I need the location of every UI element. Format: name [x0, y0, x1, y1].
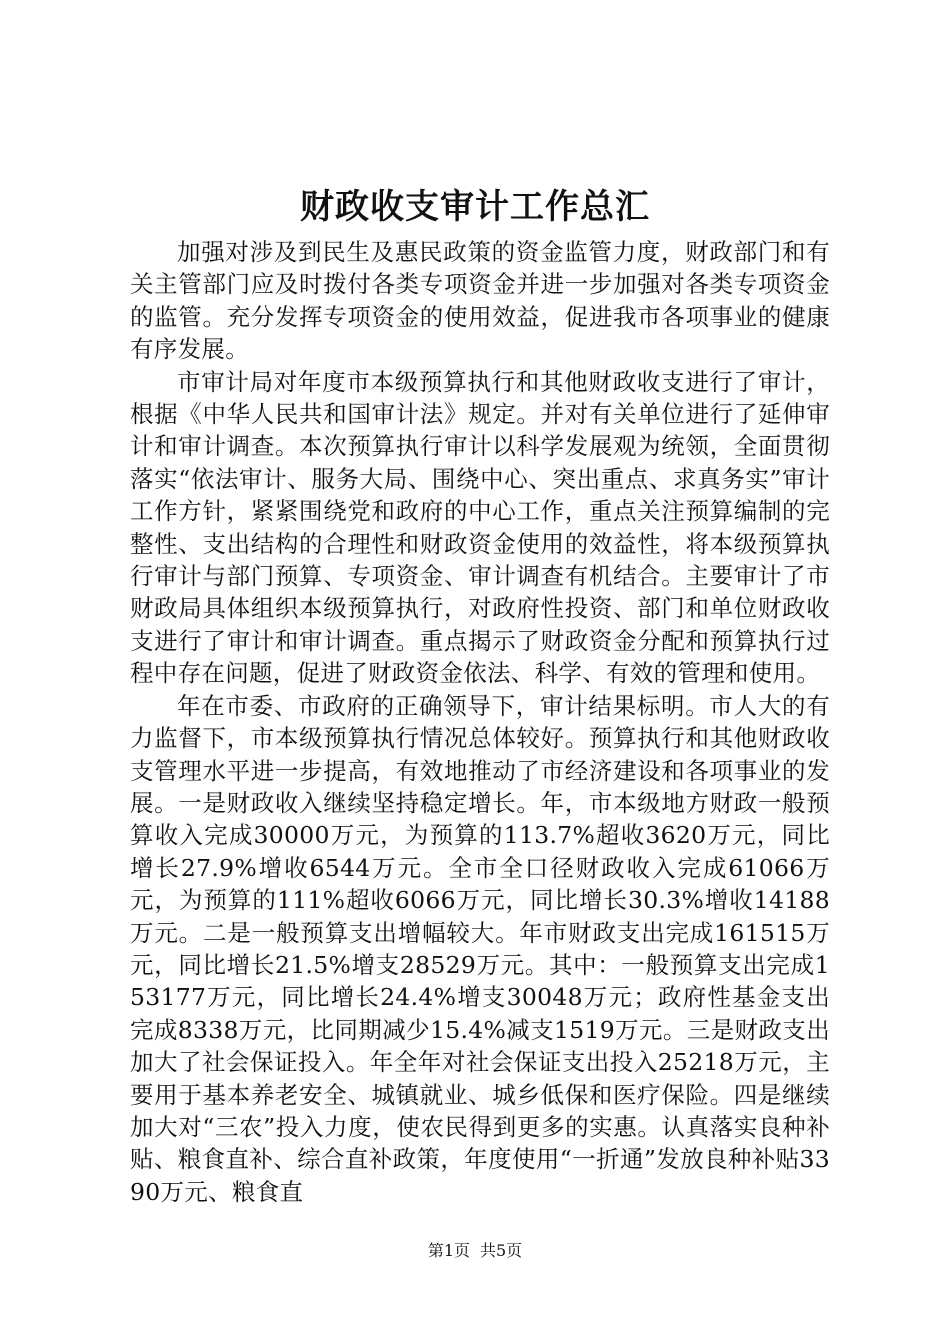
document-title: 财政收支审计工作总汇: [300, 187, 650, 227]
paragraph-1: 加强对涉及到民生及惠民政策的资金监管力度，财政部门和有关主管部门应及时拨付各类专项资金并进一步加强对各类专项资金的监管。充分发挥专项资金的使用效益，促进我市各项事业的健康有序发展。: [130, 238, 830, 364]
page-number: 第1页: [427, 1241, 470, 1260]
page-footer: [0, 1240, 950, 1262]
paragraph-3: 年在市委、市政府的正确领导下，审计结果标明。市人大的有力监督下，市本级预算执行情况总体较好。预算执行和其他财政收支管理水平进一步提高，有效地推动了市经济建设和各项事业的发展。一是财政收入继续坚持稳定增长。年，市本级地方财政一般预算收入完成30000万元，为预算的113.7%超收3620万元，同比增长27.9%增收6544万元。全市全口径财政收入完成61066万元，为预算的111%超收6066万元，同比增长30.3%增收14188万元。二是一般预算支出增幅较大。年市财政支出完成161515万元，同比增长21.5%增支28529万元。其中：一般预算支出完成153177万元，同比增长24.4%增支30048万元；政府性基金支出完成8338万元，比同期减少15.4%减支1519万元。三是财政支出加大了社会保证投入。年全年对社会保证支出投入25218万元，主要用于基本养老安全、城镇就业、城乡低保和医疗保险。四是继续加大对“三农”投入力度，使农民得到更多的实惠。认真落实良种补贴、粮食直补、综合直补政策，年度使用“一折通”发放良种补贴3390万元、粮食直: [130, 691, 830, 1206]
document-body: [130, 236, 830, 1208]
paragraph-2: 市审计局对年度市本级预算执行和其他财政收支进行了审计，根据《中华人民共和国审计法》规定。并对有关单位进行了延伸审计和审计调查。本次预算执行审计以科学发展观为统领，全面贯彻落实“依法审计、服务大局、围绕中心、突出重点、求真务实”审计工作方针，紧紧围绕党和政府的中心工作，重点关注预算编制的完整性、支出结构的合理性和财政资金使用的效益性，将本级预算执行审计与部门预算、专项资金、审计调查有机结合。主要审计了市财政局具体组织本级预算执行，对政府性投资、部门和单位财政收支进行了审计和审计调查。重点揭示了财政资金分配和预算执行过程中存在问题，促进了财政资金依法、科学、有效的管理和使用。: [130, 367, 830, 688]
page-total: 共5页: [480, 1241, 523, 1260]
